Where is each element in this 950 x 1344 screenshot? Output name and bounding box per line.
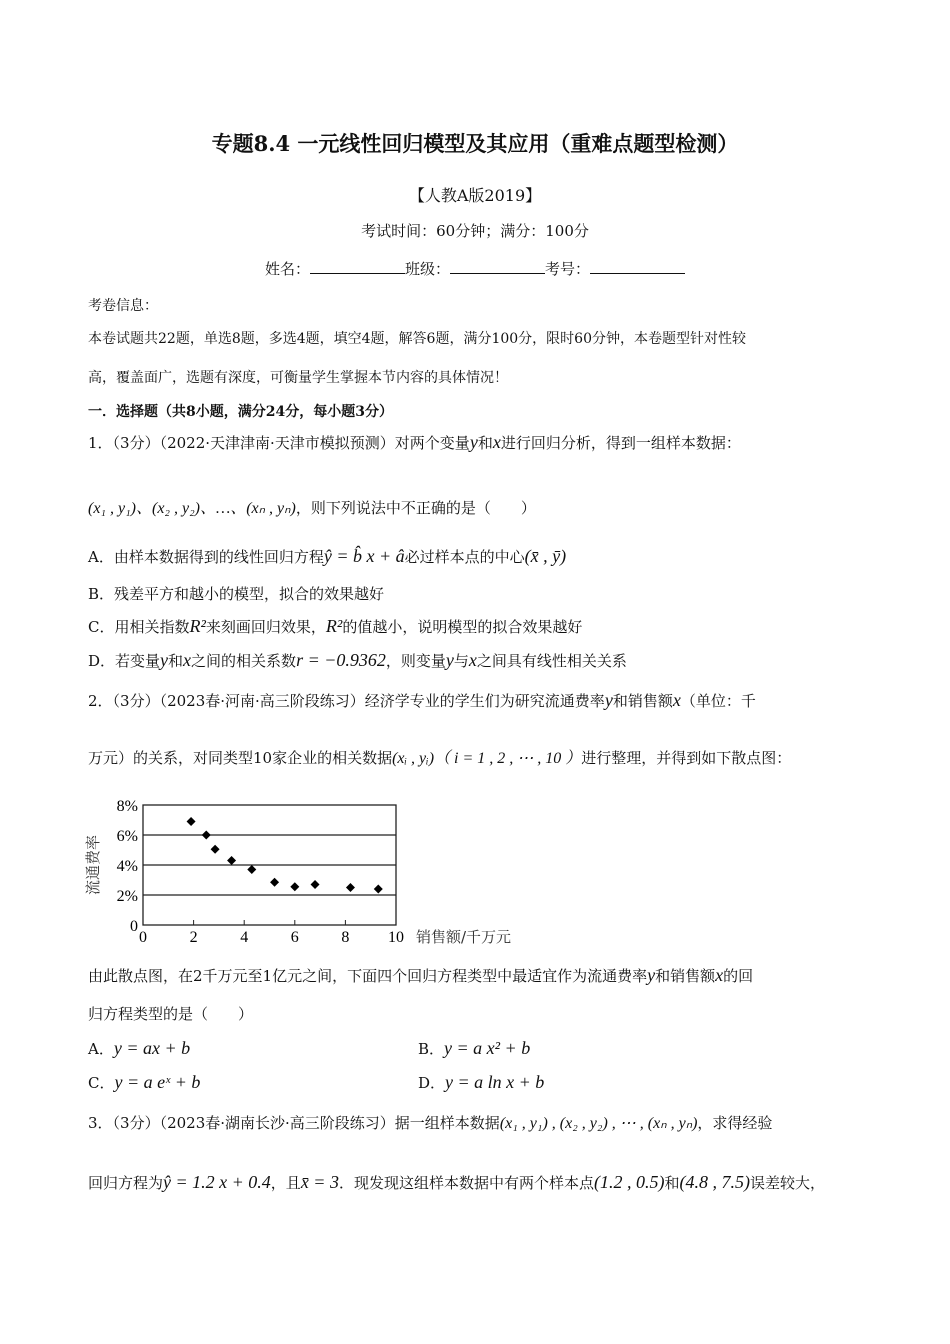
math: （ i = 1 , 2 , ⋯ , 10 ） xyxy=(434,750,582,767)
data-point xyxy=(211,845,220,854)
q1-line1 xyxy=(88,432,741,453)
q2-option-b xyxy=(418,1038,530,1059)
student-fields xyxy=(0,258,950,279)
q2-line1 xyxy=(88,690,756,711)
text: D．若变量 xyxy=(88,652,161,670)
text: （单位：千 xyxy=(680,692,756,710)
math: (4.8 , 7.5) xyxy=(679,1172,750,1192)
text: 和 xyxy=(664,1174,680,1192)
math: y xyxy=(604,690,613,710)
text: 的回 xyxy=(723,967,754,985)
edition: 【人教A版2019】 xyxy=(408,186,542,205)
text: 来刻画回归效果， xyxy=(205,618,326,636)
text: A．由样本数据得到的线性回归方程 xyxy=(88,548,324,566)
number-label: 考号： xyxy=(545,260,591,278)
math: y = a eˣ + b xyxy=(114,1072,201,1092)
math: x̄ = 3 xyxy=(300,1172,339,1192)
x-tick-label: 10 xyxy=(388,929,404,946)
q2-option-c xyxy=(88,1072,200,1093)
math: R² xyxy=(325,616,343,636)
q2-line4: 归方程类型的是（ ） xyxy=(88,1005,254,1023)
x-axis-label: 销售额/千万元 xyxy=(416,928,512,946)
data-point xyxy=(270,878,279,887)
text: 和销售额 xyxy=(655,967,716,985)
page-title: 专题8.4 一元线性回归模型及其应用（重难点题型检测） xyxy=(211,131,739,156)
math: y = a ln x + b xyxy=(445,1072,545,1092)
q1-option-b: B．残差平方和越小的模型，拟合的效果越好 xyxy=(88,585,385,603)
q3-line1 xyxy=(88,1112,772,1133)
text: 和 xyxy=(477,434,493,452)
data-point xyxy=(247,865,256,874)
data-point xyxy=(227,856,236,865)
data-point xyxy=(374,885,383,894)
q1-option-a xyxy=(88,546,566,567)
x-tick-label: 0 xyxy=(139,929,147,946)
text: 万元）的关系，对同类型10家企业的相关数据 xyxy=(88,749,393,767)
x-tick-label: 6 xyxy=(290,929,299,946)
text: 必过样本点的中心 xyxy=(404,548,525,566)
q1-option-c xyxy=(88,616,582,637)
math: (xᵢ , yᵢ) xyxy=(392,750,435,767)
q1-line2 xyxy=(88,495,536,518)
q2-option-a xyxy=(88,1038,190,1059)
text: ．现发现这组样本数据中有两个样本点 xyxy=(338,1174,594,1192)
data-point xyxy=(187,817,196,826)
class-blank xyxy=(450,261,545,274)
text: 回归方程为 xyxy=(88,1174,164,1192)
q2-line3 xyxy=(88,965,753,986)
math: x xyxy=(468,650,477,670)
text: 进行整理，并得到如下散点图： xyxy=(581,749,792,767)
x-tick-label: 8 xyxy=(341,929,350,946)
info-line: 高，覆盖面广，选题有深度，可衡量学生掌握本节内容的具体情况！ xyxy=(88,370,508,386)
math: r = −0.9362 xyxy=(296,650,386,670)
x-tick-label: 4 xyxy=(240,929,249,946)
math: y = a x² + b xyxy=(444,1038,531,1058)
y-tick-label: 0 xyxy=(130,918,138,935)
q3-line2 xyxy=(88,1172,825,1193)
q2-line2 xyxy=(88,745,791,768)
text: D． xyxy=(418,1074,446,1092)
text: 之间的相关系数 xyxy=(191,652,297,670)
info-line: 本卷试题共22题，单选8题，多选4题，填空4题，解答6题，满分100分，限时60分钟，本卷题型针对性较 xyxy=(88,331,746,347)
math: (x₁ , y₁) , (x₂ , y₂) , ⋯ , (xₙ , yₙ) xyxy=(499,1115,698,1132)
math: y xyxy=(160,650,169,670)
text: 1．（3分）（2022·天津津南·天津市模拟预测）对两个变量 xyxy=(88,434,470,452)
math: y xyxy=(469,432,478,452)
math: x xyxy=(492,432,501,452)
info-heading: 考卷信息： xyxy=(88,298,158,314)
math: R² xyxy=(189,616,206,636)
text: 和销售额 xyxy=(612,692,673,710)
exam-time: 考试时间：60分钟；满分：100分 xyxy=(361,222,589,240)
x-tick-label: 2 xyxy=(189,929,198,946)
data-point xyxy=(346,883,355,892)
text: C． xyxy=(88,1074,115,1092)
class-label: 班级： xyxy=(404,260,450,278)
text: 由此散点图，在2千万元至1亿元之间，下面四个回归方程类型中最适宜作为流通费率 xyxy=(88,967,648,985)
text: 和 xyxy=(168,652,184,670)
text: ，求得经验 xyxy=(697,1114,773,1132)
math: y = ax + b xyxy=(113,1038,191,1058)
name-label: 姓名： xyxy=(264,260,310,278)
y-tick-label: 8% xyxy=(116,798,138,815)
data-point xyxy=(290,882,299,891)
y-tick-label: 2% xyxy=(116,888,138,905)
name-blank xyxy=(310,261,405,274)
math: ŷ = b̂ x + â xyxy=(323,546,405,566)
text: 2．（3分）（2023春·河南·高三阶段练习）经济学专业的学生们为研究流通费率 xyxy=(88,692,605,710)
text: 误差较大， xyxy=(749,1174,825,1192)
text: ，则下列说法中不正确的是（ ） xyxy=(295,499,536,517)
number-blank xyxy=(590,261,685,274)
math: x xyxy=(672,690,681,710)
y-tick-label: 6% xyxy=(116,828,138,845)
text: 进行回归分析，得到一组样本数据： xyxy=(500,434,741,452)
section-heading: 一．选择题（共8小题，满分24分，每小题3分） xyxy=(88,404,393,420)
data-point xyxy=(202,831,211,840)
y-axis-label: 流通费率 xyxy=(84,834,102,895)
q1-option-d xyxy=(88,650,627,671)
math: (1.2 , 0.5) xyxy=(593,1172,665,1192)
text: 3．（3分）（2023春·湖南长沙·高三阶段练习）据一组样本数据 xyxy=(88,1114,500,1132)
text: B． xyxy=(418,1040,445,1058)
math: (x̄ , ȳ) xyxy=(524,546,567,566)
text: 的值越小，说明模型的拟合效果越好 xyxy=(342,618,583,636)
q2-option-d xyxy=(418,1072,544,1093)
math: y xyxy=(647,965,656,985)
scatter-chart xyxy=(80,790,540,950)
text: 与 xyxy=(453,652,469,670)
math: x xyxy=(183,650,192,670)
text: ，且 xyxy=(270,1174,301,1192)
y-tick-label: 4% xyxy=(116,858,138,875)
text: 之间具有线性相关关系 xyxy=(476,652,627,670)
data-point xyxy=(311,880,320,889)
text: C．用相关指数 xyxy=(88,618,190,636)
math: y xyxy=(445,650,454,670)
text: ，则变量 xyxy=(385,652,446,670)
math: x xyxy=(715,965,724,985)
text: A． xyxy=(88,1040,114,1058)
math: (x₁ , y₁)、(x₂ , y₂)、…、(xₙ , yₙ) xyxy=(88,500,296,517)
math: ŷ = 1.2 x + 0.4 xyxy=(163,1172,271,1192)
